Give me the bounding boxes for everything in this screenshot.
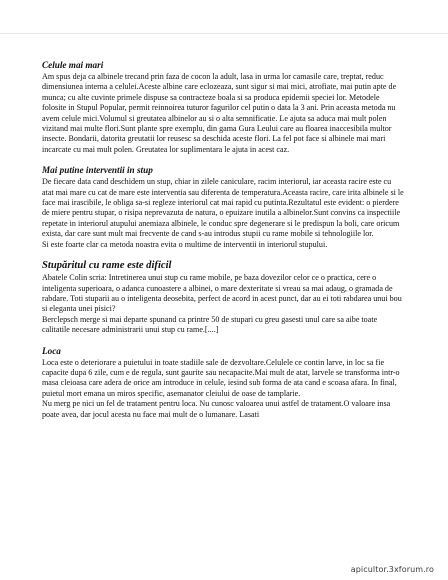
paragraph: Abatele Colin scria: Intretinerea unui stup cu rame mobile, pe baza dovezilor celor ce o practica, cere o inteligenta superioara, o adanca cunoastere a albinei, o mare dexteritate si vreau sa mai adaug, o gramada de rabdare. Toti stuparii au o inteligenta deosebita, perfect de acord in acest punct, dar au ei toti rabdarea unui bou si eleganta unei pisici? (42, 273, 402, 314)
section-mai-putine-interventii (42, 165, 404, 250)
section-heading: Mai putine interventii in stup (42, 165, 153, 176)
section-heading: Loca (42, 345, 61, 356)
paragraph: Si este foarte clar ca metoda noastra evita o multime de interventii in interiorul stupului. (42, 239, 328, 249)
paragraph: Am spus deja ca albinele trecand prin faza de cocon la adult, lasa in urma lor camasile care, treptat, reduc dimensiunea interna a celulei.Aceste albine care eclozeaza, sunt sigur si mai mici, atrofiate, mai putin apte de munca; cu alte cuvinte primele dispuse sa contracteze boala si sa produca epidemii speciei lor. Metodele folosite in Stupul Popular, permit reinnoirea tuturor fagurilor cel putin o data la 3 ani. Prin aceasta metoda nu avem celule mici.Volumul si greutatea albinelor au si o alta semnificatie. Le ajuta sa aduca mai mult polen vizitand mai multe flori.Sunt plante spre exemplu, din gama Gura Leului care au floarea inaccesibila multor insecte. Bondarii, datorita greutatii lor reusesc sa deschida aceste flori. La fel pot face si albinele mai mari incarcate cu mai mult polen. Greutatea lor suplimentara le ajuta in acest caz. (42, 72, 397, 154)
paragraph: Berclepsch merge si mai departe spunand ca printre 50 de stupari cu greu gasesti unul care sa aibe toate calitatile necesare administrarii unui stup cu rame.[....] (42, 314, 378, 335)
paragraph: Nu merg pe nici un fel de tratament pentru loca. Nu cunosc valoarea unui astfel de tratament.O valoare insa poate avea, dar jocul acesta nu face mai mult de o lumanare. Lasati (42, 399, 391, 419)
section-loca (42, 346, 404, 420)
section-stuparitul-cu-rame (42, 260, 404, 335)
section-heading: Stupăritul cu rame este dificil (42, 260, 172, 272)
section-celule-mai-mari (42, 60, 404, 155)
paragraph: Loca este o deteriorare a puietului in toate stadiile sale de dezvoltare.Celulele ce contin larve, in loc sa fie capacite dupa 6 zile, cum e de regula, sunt gaurite sau necapacite.Mai mult de atat, larvele se transforma intr-o masa cleioasa care adera de orice am introduce in celule, iesind sub forma de ata cand e scoasa afara. In final, puietul mort emana un miros specific, asemanator cleiului de oase de tamplarie. (42, 357, 400, 398)
section-heading: Celule mai mari (42, 60, 104, 70)
paragraph: De fiecare data cand deschidem un stup, chiar in zilele caniculare, racim interiorul, iar aceasta racire este cu atat mai mare cu cat de mare este interventia sau diferenta de temperatura.Aceasta racire, care irita albinele si le face mai irascibile, le obliga sa-si regleze interiorul cat mai rapid cu putinta.Rezultatul este evident: o pierdere de miere pentru stupar, o risipa neprevazuta de natura, o epuizare inutila a albinelor.Sunt convins ca inspectiile repetate in interiorul atupului anemiaza albinele, le conduc spre degenerare si le predispun la boli, care oricum exista, dar care sunt mult mai frecvente de cand s-au introdus stupii cu rame mobile si tehnologiile lor. (42, 177, 404, 239)
document-page (42, 60, 404, 420)
site-watermark: apicultor.3xforum.ro (350, 565, 434, 574)
top-scan-line (0, 33, 448, 34)
